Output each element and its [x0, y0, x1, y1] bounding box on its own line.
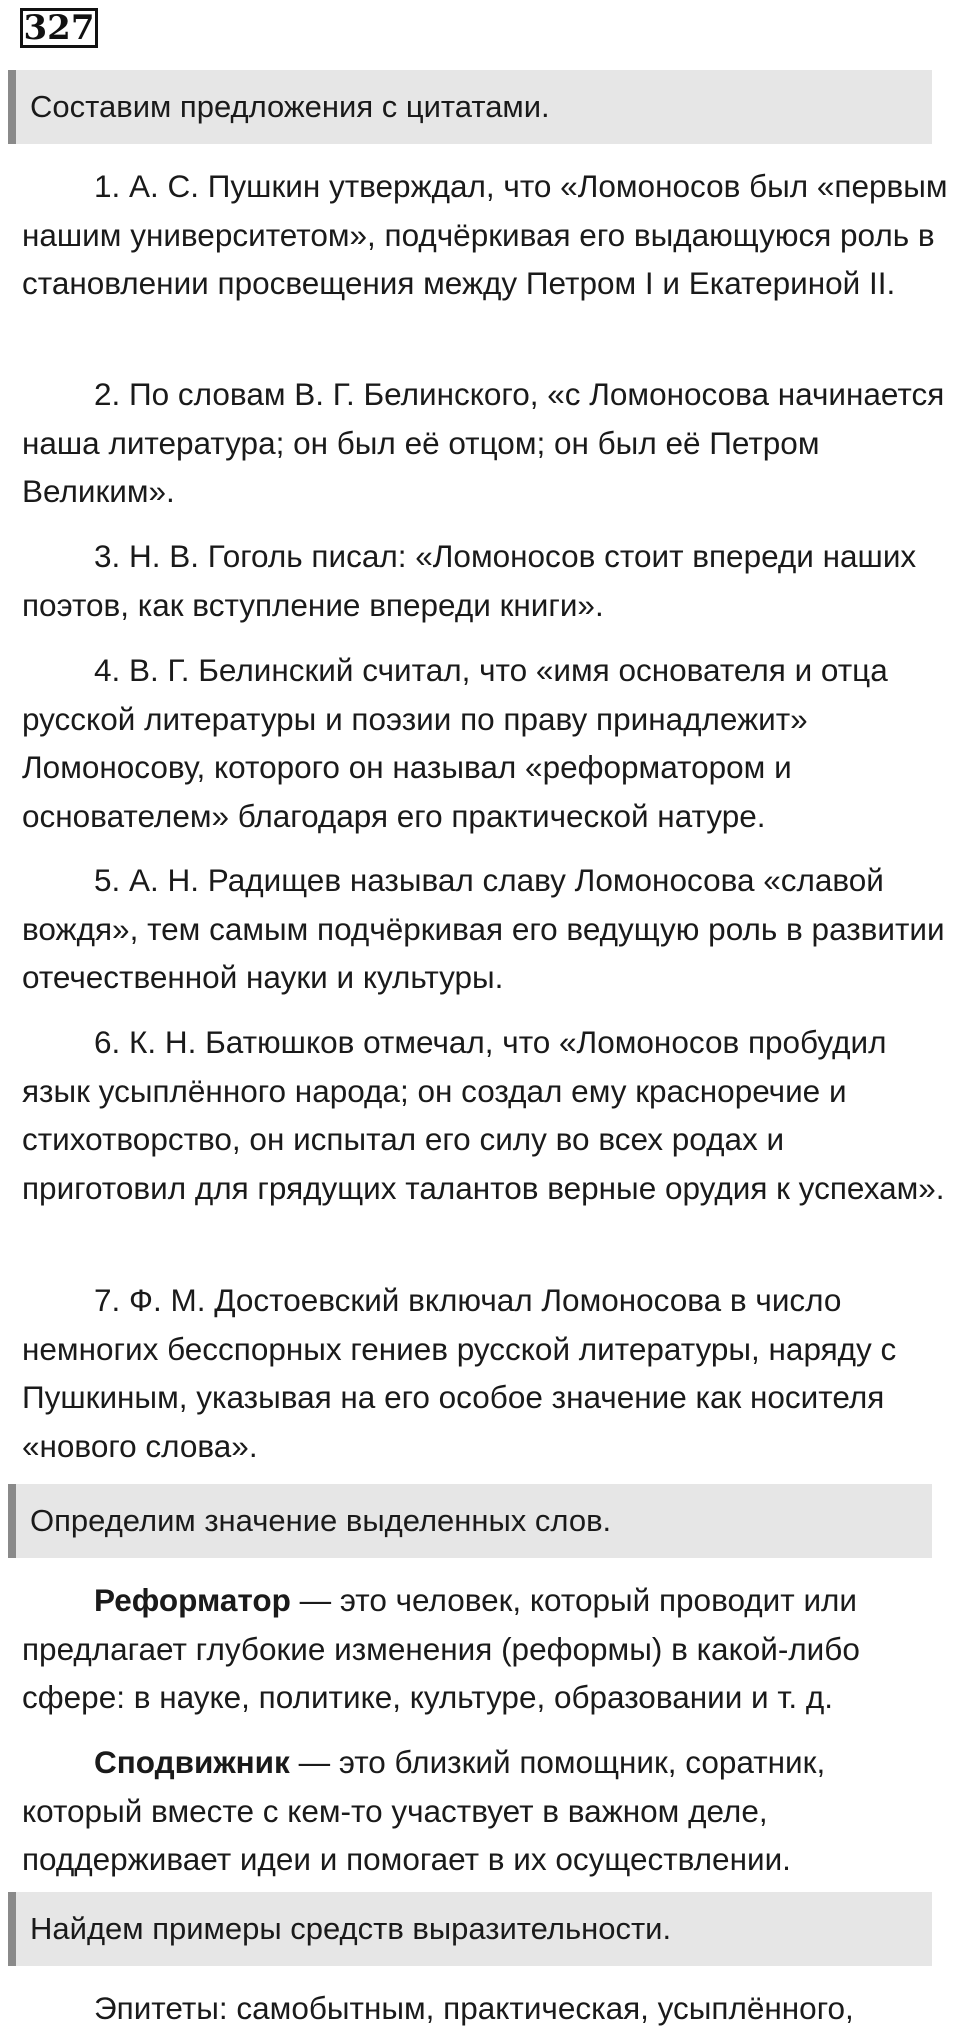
quote-paragraph-6: 6. К. Н. Батюшков отмечал, что «Ломоносов пробудил язык усыплённого народа; он создал ему красноречие и стихотворство, он испытал его силу во всех родах и приготовил для грядущих талантов верные орудия к успехам». [22, 1024, 945, 1206]
task-number: 327 [20, 8, 98, 48]
section-heading-text: Составим предложения с цитатами. [30, 89, 550, 124]
section-heading-devices [8, 1892, 932, 1966]
quote-paragraph-3: 3. Н. В. Гоголь писал: «Ломоносов стоит впереди наших поэтов, как вступление впереди книги». [22, 538, 917, 623]
section-heading-quotes [8, 70, 932, 144]
epithets-paragraph: Эпитеты: самобытным, практическая, усыплённого, [94, 1990, 854, 2026]
quote-paragraph-5: 5. А. Н. Радищев называл славу Ломоносова «славой вождя», тем самым подчёркивая его ведущую роль в развитии отечественной науки и культуры. [22, 862, 945, 995]
definition-term: Сподвижник [94, 1744, 290, 1780]
section-heading-text: Определим значение выделенных слов. [30, 1503, 612, 1538]
definition-reformer [22, 1576, 952, 1722]
section-heading-text: Найдем примеры средств выразительности. [30, 1911, 672, 1946]
definition-text: — это близкий помощник, соратник, который вместе с кем-то участвует в важном деле, поддерживает идеи и помогает в их осуществлении. [22, 1744, 826, 1877]
quote-paragraph-1: 1. А. С. Пушкин утверждал, что «Ломоносов был «первым нашим университетом», подчёркивая его выдающуюся роль в становлении просвещения между Петром I и Екатериной II. [22, 168, 948, 301]
quote-paragraph-4: 4. В. Г. Белинский считал, что «имя основателя и отца русской литературы и поэзии по праву принадлежит» Ломоносову, которого он называл «реформатором и основателем» благодаря его практической натуре. [22, 652, 888, 834]
definition-associate [22, 1738, 952, 1884]
definition-text: — это человек, который проводит или предлагает глубокие изменения (реформы) в какой-либо сфере: в науке, политике, культуре, образовании и т. д. [22, 1582, 860, 1715]
definition-term: Реформатор [94, 1582, 291, 1618]
quote-paragraph-7: 7. Ф. М. Достоевский включал Ломоносова в число немногих бесспорных гениев русской литературы, наряду с Пушкиным, указывая на его особое значение как носителя «нового слова». [22, 1282, 897, 1464]
section-heading-definitions [8, 1484, 932, 1558]
quote-paragraph-2: 2. По словам В. Г. Белинского, «с Ломоносова начинается наша литература; он был её отцом; он был её Петром Великим». [22, 376, 945, 509]
